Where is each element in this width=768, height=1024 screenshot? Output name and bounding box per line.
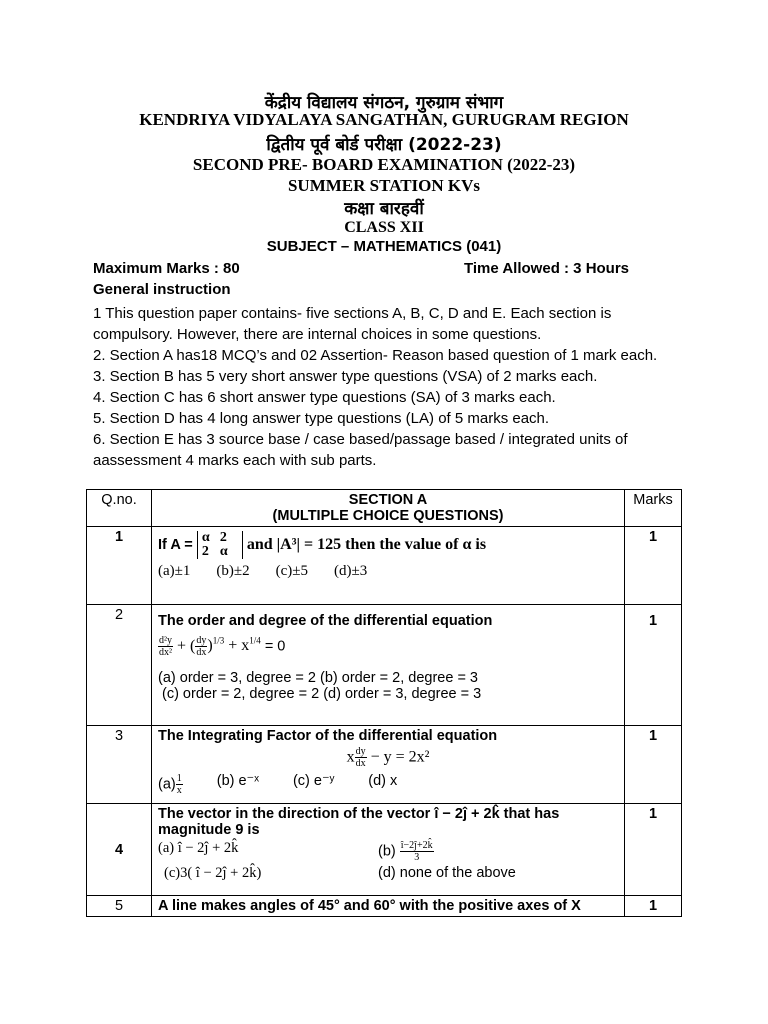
question-number: 3 bbox=[87, 726, 152, 804]
fraction: $\frac{1}{x}$ bbox=[176, 773, 182, 796]
header-summer-station: SUMMER STATION KVs bbox=[287, 176, 481, 195]
question-number: 2 bbox=[87, 605, 152, 726]
question-body bbox=[152, 527, 625, 605]
instruction-item: 3. Section B has 5 very short answer type questions (VSA) of 2 marks each. bbox=[93, 368, 598, 385]
option-c: (c)±5 bbox=[275, 563, 309, 579]
questions-table bbox=[86, 489, 682, 917]
option-a: (a) î − 2ĵ + 2k̂ bbox=[158, 840, 239, 856]
question-marks: 1 bbox=[625, 726, 682, 804]
instruction-item: 2. Section A has18 MCQ’s and 02 Assertion- Reason based question of 1 mark each. bbox=[93, 347, 658, 364]
header-org-name: KENDRIYA VIDYALAYA SANGATHAN, GURUGRAM REGION bbox=[139, 110, 629, 129]
header-hindi-line-1: केंद्रीय विद्यालय संगठन, गुरुग्राम संभाग bbox=[264, 93, 504, 113]
q4-text: The vector in the direction of the vector î − 2ĵ + 2k̂ that has magnitude 9 is bbox=[158, 806, 560, 838]
header-class: CLASS XII bbox=[344, 219, 424, 236]
q2-text: The order and degree of the differential equation bbox=[158, 613, 493, 629]
question-marks: 1 bbox=[625, 804, 682, 896]
instruction-item: 5. Section D has 4 long answer type questions (LA) of 5 marks each. bbox=[93, 410, 550, 427]
time-allowed: Time Allowed : 3 Hours bbox=[464, 260, 630, 277]
option-d: (d)±3 bbox=[334, 563, 368, 579]
q2-option-line-1: (a) order = 3, degree = 2 (b) order = 2, degree = 3 bbox=[158, 670, 478, 686]
option-a: (a)±1 bbox=[158, 563, 191, 579]
header-hindi-class: कक्षा बारहवीं bbox=[344, 199, 424, 219]
question-number: 4 bbox=[87, 804, 152, 896]
option-c: (c)3( î − 2ĵ + 2k̂) bbox=[164, 865, 262, 881]
table-row bbox=[87, 896, 682, 917]
table-row bbox=[87, 726, 682, 804]
q1-options bbox=[158, 563, 618, 580]
q2-option-line-2: (c) order = 2, degree = 2 (d) order = 3, degree = 3 bbox=[162, 686, 482, 702]
question-marks: 1 bbox=[625, 896, 682, 917]
q4-options-row-2 bbox=[158, 865, 618, 882]
section-title: SECTION A bbox=[348, 492, 428, 508]
question-body bbox=[152, 605, 625, 726]
table-row bbox=[87, 527, 682, 605]
q3-text: The Integrating Factor of the differential equation bbox=[158, 728, 498, 744]
option-b: (b) $\frac{î-2ĵ+2k̂}{3}$ bbox=[378, 840, 433, 863]
section-subtitle: (MULTIPLE CHOICE QUESTIONS) bbox=[272, 508, 504, 524]
section-heading bbox=[152, 490, 625, 527]
option-d: (d) none of the above bbox=[378, 865, 516, 881]
table-header-row bbox=[87, 490, 682, 527]
instruction-item: 4. Section C has 6 short answer type questions (SA) of 3 marks each. bbox=[93, 389, 556, 406]
q3-equation-tail: − y = 2x² bbox=[370, 748, 430, 766]
option-d: (d) x bbox=[368, 773, 398, 789]
q1-text: and |A³| = 125 then the value of α is bbox=[246, 535, 487, 553]
question-body bbox=[152, 726, 625, 804]
matrix-a bbox=[197, 531, 243, 559]
option-b: (b)±2 bbox=[216, 563, 250, 579]
table-row bbox=[87, 804, 682, 896]
fraction: $\frac{dy}{dx}$ bbox=[196, 635, 207, 658]
general-instruction-heading: General instruction bbox=[93, 281, 231, 298]
option-a: (a) $\frac{1}{x}$ bbox=[158, 773, 182, 796]
q2-equation: $\frac{\text{d²y}}{\text{dx²}}$ + ( $\frac{dy}{dx}$ )$^{1/3} + x^{1/4} = 0$ bbox=[159, 635, 286, 658]
table-row bbox=[87, 605, 682, 726]
option-c: (c) e⁻ʸ bbox=[292, 773, 335, 789]
header-hindi-line-3: द्वितीय पूर्व बोर्ड परीक्षा (2022-23) bbox=[266, 135, 502, 155]
instruction-item: 1 This question paper contains- five sections A, B, C, D and E. Each section is compulsory. However, there are internal choices in some questions. bbox=[93, 305, 612, 343]
option-b: (b) e⁻ˣ bbox=[216, 773, 259, 789]
matrix-cell: α bbox=[219, 544, 228, 559]
max-marks: Maximum Marks : 80 bbox=[93, 260, 240, 277]
fraction: $\frac{dy}{dx}$ bbox=[355, 746, 366, 769]
instruction-item: 6. Section E has 3 source base / case based/passage based / integrated units of aassessment 4 marks each with sub parts. bbox=[93, 431, 628, 469]
q3-options bbox=[158, 773, 618, 796]
question-body bbox=[152, 804, 625, 896]
instructions-list bbox=[93, 303, 693, 471]
header-exam-title: SECOND PRE- BOARD EXAMINATION (2022-23) bbox=[192, 155, 576, 174]
fraction: $\frac{î-2ĵ+2k̂}{3}$ bbox=[400, 840, 433, 863]
q1-prefix: If A = bbox=[158, 536, 193, 553]
question-number: 1 bbox=[87, 527, 152, 605]
col-qno-header: Q.no. bbox=[87, 490, 152, 527]
col-marks-header: Marks bbox=[625, 490, 682, 527]
q5-text: A line makes angles of 45° and 60° with the positive axes of X bbox=[152, 896, 625, 917]
q4-options-row-1 bbox=[158, 840, 618, 863]
header-subject: SUBJECT – MATHEMATICS (041) bbox=[266, 238, 502, 255]
fraction: $\frac{\text{d²y}}{\text{dx²}}$ bbox=[159, 635, 172, 658]
matrix-cell: α bbox=[201, 530, 210, 545]
q2-equation-tail: = 0 bbox=[264, 638, 286, 655]
question-marks: 1 bbox=[625, 605, 682, 726]
matrix-cell: 2 bbox=[219, 530, 227, 545]
matrix-cell: 2 bbox=[201, 544, 209, 559]
question-number: 5 bbox=[87, 896, 152, 917]
question-marks: 1 bbox=[625, 527, 682, 605]
q3-equation: x $\frac{dy}{dx}$ − y = 2x² bbox=[346, 746, 430, 769]
